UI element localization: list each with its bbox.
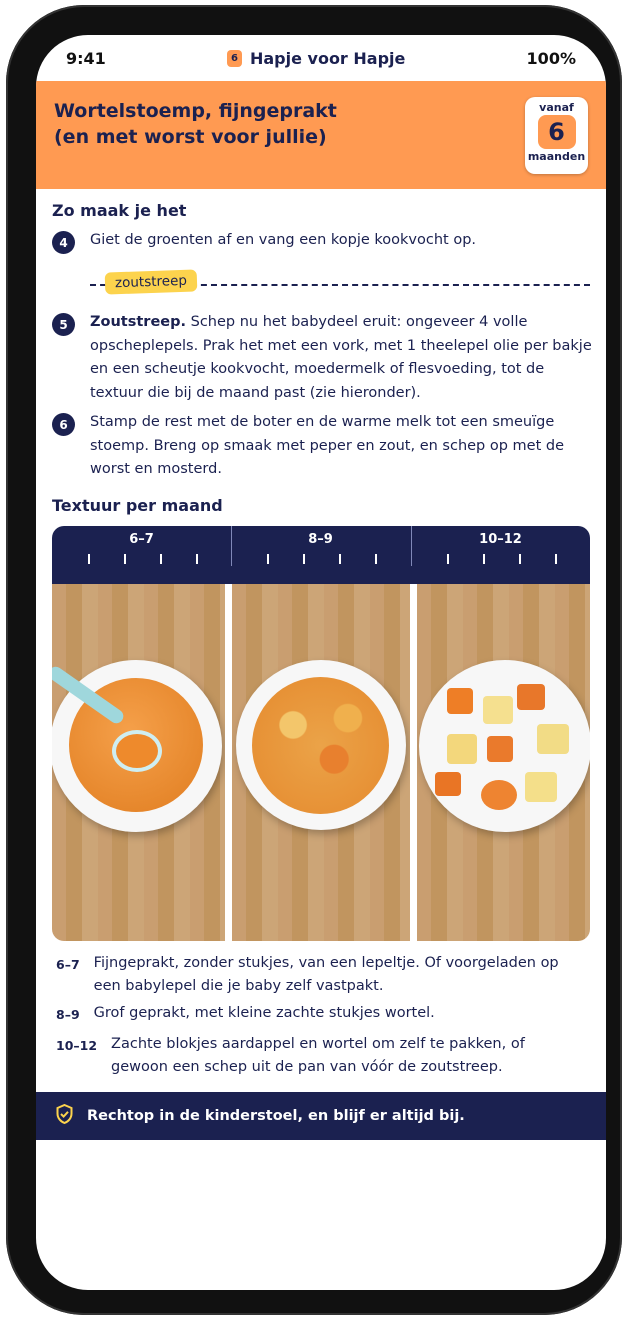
coarse-food bbox=[252, 677, 389, 814]
recipe-title-line2: (en met worst voor jullie) bbox=[54, 126, 327, 148]
app-title-area bbox=[227, 49, 405, 68]
safety-banner bbox=[36, 1092, 606, 1140]
age-badge-from: vanaf bbox=[539, 101, 574, 114]
ruler-tick bbox=[483, 554, 485, 564]
photo-coarse bbox=[232, 584, 410, 941]
ruler-tick bbox=[88, 554, 90, 564]
month-ruler bbox=[52, 526, 590, 584]
age-badge bbox=[525, 97, 588, 174]
salt-line-divider bbox=[90, 271, 590, 299]
texture-photos bbox=[52, 584, 590, 941]
status-time: 9:41 bbox=[66, 48, 106, 68]
age-badge-unit: maanden bbox=[527, 150, 586, 163]
ruler-tick bbox=[160, 554, 162, 564]
ruler-label: 6–7 bbox=[129, 532, 154, 547]
texture-heading: Textuur per maand bbox=[52, 496, 223, 515]
step-bold-lead: Zoutstreep. bbox=[90, 314, 186, 330]
age-badge-number: 6 bbox=[538, 115, 576, 149]
salt-line-label: zoutstreep bbox=[105, 269, 198, 294]
step-text: Giet de groenten af en vang een kopje kookvocht op. bbox=[90, 232, 477, 248]
ruler-tick bbox=[555, 554, 557, 564]
step-5 bbox=[52, 311, 592, 405]
step-number: 5 bbox=[52, 313, 75, 336]
texture-text: Zachte blokjes aardappel en wortel om zelf te pakken, of gewoon een schep uit de pan van vóór de zoutstreep. bbox=[111, 1036, 525, 1075]
step-body: Schep nu het babydeel eruit: ongeveer 4 volle opscheplepels. Prak het met een vork, met 1 theelepel olie per bakje en een scheutje kookvocht, moedermelk of flesvoeding, tot de textuur die bij de maand past (zie hieronder). bbox=[90, 314, 592, 401]
recipe-title bbox=[54, 98, 464, 150]
ruler-tick bbox=[267, 554, 269, 564]
step-number: 4 bbox=[52, 231, 75, 254]
step-6 bbox=[52, 411, 592, 482]
step-number: 6 bbox=[52, 413, 75, 436]
safety-text: Rechtop in de kinderstoel, en blijf er altijd bij. bbox=[87, 1108, 465, 1124]
ruler-tick bbox=[519, 554, 521, 564]
ruler-tick bbox=[303, 554, 305, 564]
texture-key: 8–9 bbox=[56, 1007, 80, 1022]
shield-check-icon bbox=[56, 1104, 73, 1128]
battery-level: 100% bbox=[526, 48, 576, 68]
carrot-cube bbox=[447, 688, 473, 714]
texture-key: 10–12 bbox=[56, 1038, 98, 1053]
spoon-head bbox=[112, 730, 162, 772]
ruler-tick bbox=[124, 554, 126, 564]
potato-cube bbox=[537, 724, 569, 754]
texture-item bbox=[56, 1002, 586, 1026]
potato-cube bbox=[483, 696, 513, 724]
photo-puree bbox=[52, 584, 225, 941]
potato-cube bbox=[525, 772, 557, 802]
texture-item bbox=[56, 1033, 586, 1079]
step-4 bbox=[52, 229, 592, 254]
recipe-header bbox=[36, 81, 606, 189]
texture-item bbox=[56, 952, 586, 998]
recipe-title-line1: Wortelstoemp, fijngeprakt bbox=[54, 100, 337, 122]
phone-frame bbox=[6, 5, 622, 1315]
step-text bbox=[90, 311, 592, 405]
carrot-cube bbox=[435, 772, 461, 796]
ruler-tick bbox=[196, 554, 198, 564]
texture-text: Grof geprakt, met kleine zachte stukjes wortel. bbox=[93, 1005, 435, 1021]
ruler-label: 10–12 bbox=[479, 532, 522, 547]
ruler-tick bbox=[447, 554, 449, 564]
status-bar bbox=[36, 35, 606, 81]
ruler-tick bbox=[339, 554, 341, 564]
ruler-divider bbox=[411, 526, 412, 566]
photo-chunks bbox=[417, 584, 590, 941]
step-text: Stamp de rest met de boter en de warme melk tot een smeuïge stoemp. Breng op smaak met peper en zout, en schep op met de worst en mosterd. bbox=[90, 414, 565, 477]
app-name: Hapje voor Hapje bbox=[249, 48, 406, 68]
carrot-cube bbox=[487, 736, 513, 762]
app-screen bbox=[36, 35, 606, 1290]
texture-text: Fijngeprakt, zonder stukjes, van een lepeltje. Of voorgeladen op een babylepel die je baby zelf vastpakt. bbox=[93, 955, 559, 994]
carrot-cube bbox=[517, 684, 545, 710]
ruler-tick bbox=[375, 554, 377, 564]
app-logo-icon: 6 bbox=[227, 50, 242, 67]
ruler-divider bbox=[231, 526, 232, 566]
potato-cube bbox=[447, 734, 477, 764]
carrot-slice bbox=[481, 780, 517, 810]
ruler-label: 8–9 bbox=[308, 532, 333, 547]
how-heading: Zo maak je het bbox=[52, 201, 187, 220]
texture-key: 6–7 bbox=[56, 957, 80, 972]
